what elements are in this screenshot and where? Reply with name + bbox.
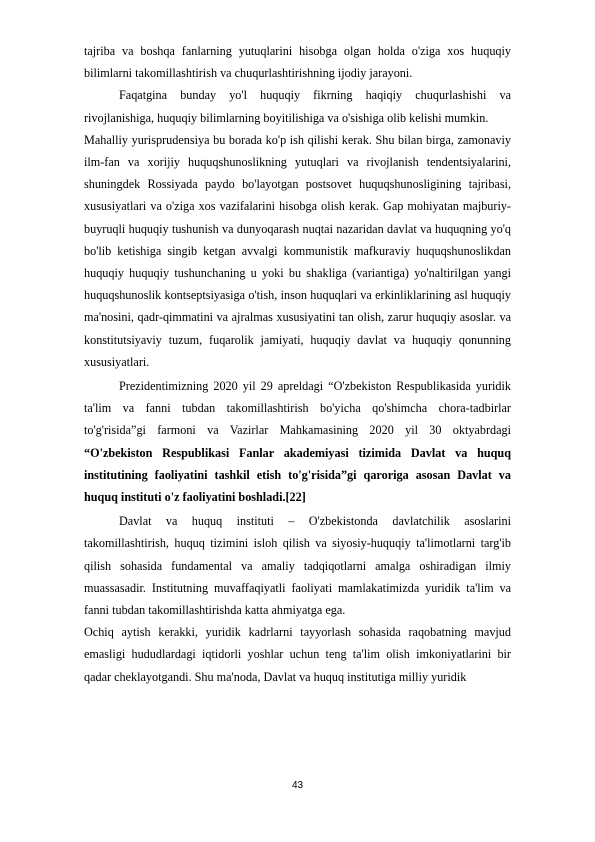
paragraph-4 [84,375,511,508]
paragraph-4-text: Prezidentimizning 2020 yil 29 apreldagi “O'zbekiston Respublikasida yuridik ta'lim va fanni tubdan takomillashtirish bo'yicha qo'shimcha chora-tadbirlar to'g'risida”gi farmoni va Vazirlar Mahkamasining 2020 yil 30 oktyabrdagi [84,379,511,438]
page-number: 43 [291,780,304,791]
paragraph-2: Faqatgina bunday yo'l huquqiy fikrning haqiqiy chuqurlashishi va rivojlanishiga, huquqiy bilimlarning boyitilishiga va o'sishiga olib kelishi mumkin. [84,88,511,125]
paragraph-1: tajriba va boshqa fanlarning yutuqlarini hisobga olgan holda o'ziga xos huquqiy bilimlarni takomillashtirish va chuqurlashtirishning ijodiy jarayoni. [84,44,511,81]
document-page [84,40,511,688]
paragraph-5: Davlat va huquq instituti – O'zbekistonda davlatchilik asoslarini takomillashtirish, huquq tizimini isloh qilish va siyosiy-huquqiy ta'limotlarni targ'ib qilish sohasida fundamental va amaliy tadqiqotlarni amalga oshiradigan ilmiy muassasadir. Institutning muvaffaqiyatli faoliyati mamlakatimizda yuridik ta'lim va fanni tubdan takomillashtirishda katta ahmiyatga ega. [84,514,511,618]
paragraph-4-bold-text: “O'zbekiston Respublikasi Fanlar akademiyasi tizimida Davlat va huquq institutining faoliyatini tashkil etish to'g'risida”gi qaroriga asosan Davlat va huquq instituti o'z faoliyatini boshladi.[22] [84,445,511,505]
paragraph-6: Ochiq aytish kerakki, yuridik kadrlarni tayyorlash sohasida raqobatning mavjud emasligi hududlardagi iqtidorli yoshlar uchun teng ta'lim olish imkoniyatlarini bir qadar cheklayotgandi. Shu ma'noda, Davlat va huquq institutiga milliy yuridik [84,625,511,684]
paragraph-3: Mahalliy yurisprudensiya bu borada ko'p ish qilishi kerak. Shu bilan birga, zamonaviy ilm-fan va xorijiy huquqshunoslikning yutuqlari va rivojlanish tendentsiyalarini, shuningdek Rossiyada paydo bo'layotgan postsovet huquqshunosligining tajribasi, xususiyatlari va o'ziga xos vazifalarini hisobga olish kerak. Gap mohiyatan majburiy-buyruqli huquqiy tushunish va dunyoqarash nuqtai nazaridan davlat va huquqning yo'q bo'lib ketishiga singib ketgan avvalgi kommunistik mafkuraviy huquqshunoslikdan huquqiy huquqiy tushunchaning u yoki bu shakliga (variantiga) yo'naltirilgan yangi huquqshunoslik kontseptsiyasiga o'tish, inson huquqlari va erkinliklarining asl huquqiy ma'nosini, qadr-qimmatini va ajralmas xususiyatini tan olish, zarur huquqiy asoslar. va konstitutsiyaviy tuzum, fuqarolik jamiyati, huquqiy davlat va huquqiy qonunning xususiyatlari. [84,132,511,369]
